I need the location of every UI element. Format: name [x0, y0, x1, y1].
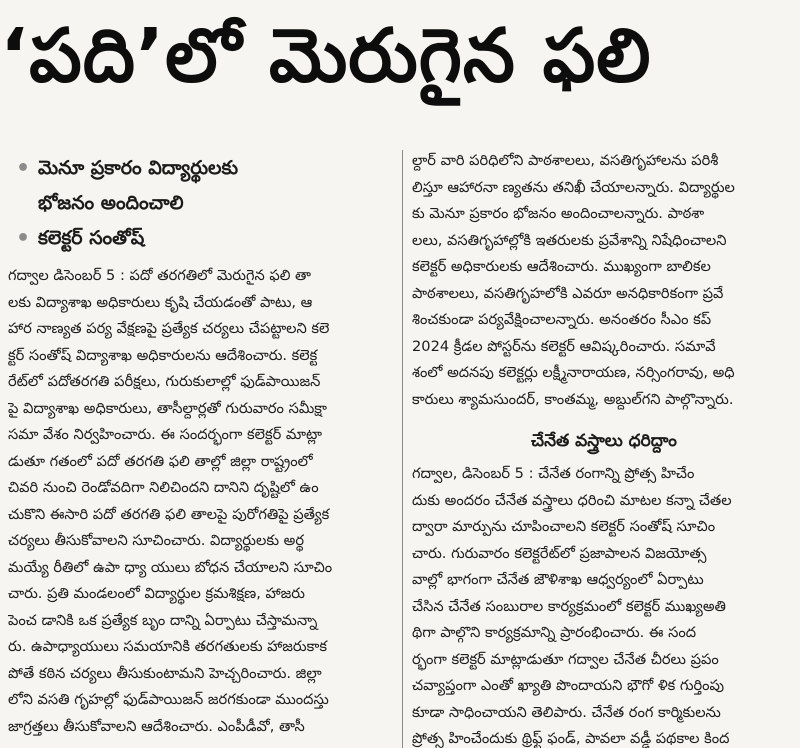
- bullet-item: [8, 222, 395, 255]
- article-body-2: గద్వాల, డిసెంబర్ 5 : చేనేత రంగాన్ని ప్రోత్స హిచేం దుకు అందరం చేనేత వస్త్రాలు ధరించి మాటల కన్నా చేతల ద్వారా మార్పును చూపించాలని కలెక్టర్ సంతోష్ సూచిం చారు. గురువారం కలెక్టరేట్‌లో ప్రజాపాలన విజయోత్స వాల్లో భాగంగా చేనేత జౌళిశాఖ ఆధ్వర్యంలో ఏర్పాటు చేసిన చేనేత సంబురాల కార్యక్రమంలో కలెక్టర్ ముఖ్యఅతి థిగా పాల్గొని కార్యక్రమాన్ని ప్రారంభించారు. ఈ సంద ర్భంగా కలెక్టర్ మాట్లాడుతూ గద్వాల చేనేత చీరలు ప్రపం చవ్యాప్తంగా ఎంతో ఖ్యాతి పొందాయని భౌగో ళిక గుర్తింపు కూడా సాధించాయని తెలిపారు. చేనేత రంగ కార్మికులను ప్రోత్స హించేందుకు థ్రిఫ్ట్ ఫండ్, పావలా వడ్డీ పథకాల కింద: [412, 465, 732, 747]
- bullet-text: కలెక్టర్ సంతోష్: [38, 227, 145, 249]
- bullet-dot-icon: •: [15, 156, 31, 181]
- bullet-dot-icon: •: [15, 226, 31, 251]
- article-body-continued: ల్దార్ వారి పరిధిలోని పాఠశాలలు, వసతిగృహాలను పరిశీ లిస్తూ ఆహారనా ణ్యతను తనిఖీ చేయాలన్నారు. విద్యార్థుల కు మెనూ ప్రకారం భోజనం అందించాలన్నారు. పాఠశా లలు, వసతిగృహాల్లోకి ఇతరులకు ప్రవేశాన్ని నిషేధించాలని కలెక్టర్ అధికారులకు ఆదేశించారు. ముఖ్యంగా బాలికల పాఠశాలలు, వసతిగృహలోకి ఎవరూ అనధికారికంగా ప్రవే శించకుండా పర్యవేక్షించాలన్నారు. అనంతరం సీఎం కప్ 2024 క్రీడల పోస్టర్‌ను కలెక్టర్ ఆవిష్కరించారు. సమావే శంలో అదనపు కలెక్టర్లు లక్ష్మీనారాయణ, నర్సింగరావు, అధి కారులు శ్యామసుందర్, కాంతమ్మ, అబ్దుల్‌గని పాల్గొన్నారు.: [412, 152, 735, 408]
- bullet-text: మెనూ ప్రకారం విద్యార్థులకు: [38, 157, 239, 179]
- right-column: [412, 148, 796, 748]
- left-column: [8, 152, 395, 748]
- bullet-text-continued: భోజనం అందించాలి: [38, 192, 184, 214]
- article-body: గద్వాల డిసెంబర్ 5 : పదో తరగతిలో మెరుగైన ఫలి తా లకు విద్యాశాఖ అధికారులు కృషి చేయడంతో పాటు, ఆ హార నాణ్యత పర్య వేక్షణపై ప్రత్యేక చర్యలు చేపట్టాలని కలె క్టర్ సంతోష్ విద్యాశాఖ అధికారులను ఆదేశించారు. కలెక్ట రేట్‌లో పదోతరగతి పరీక్షలు, గురుకులాల్లో ఫుడ్‌పాయిజన్ పై విద్యాశాఖ అధికారులు, తాసీల్దార్లతో గురువారం సమీక్షా సమా వేశం నిర్వహించారు. ఈ సందర్భంగా కలెక్టర్ మాట్లా డుతూ గతంలో పదో తరగతి ఫలి తాల్లో జిల్లా రాష్ట్రంలో చివరి నుంచి రెండోవదిగా నిలిచిందని దానిని దృష్టిలో ఉం చుకొని ఈసారి పదో తరగతి ఫలి తాలపై పురోగతిపై ప్రత్యేక చర్యలు తీసుకోవాలని సూచించారు. విద్యార్థులకు అర్థ మయ్యే రీతిలో ఉపా ధ్యా యులు బోధన చేయాలని సూచిం చారు. ప్రతి మండలంలో విద్యార్థుల క్రమశిక్షణ, హాజరు పెంచ డానికి ఒక ప్రత్యేక బృం దాన్ని ఏర్పాటు చేస్తామన్నా రు. ఉపాధ్యాయులు సమయానికి తరగతులకు హాజరుకాక పోతే కఠిన చర్యలు తీసుకుంటామని హెచ్చరించారు. జిల్లా లోని వసతి గృహల్లో ఫుడ్‌పాయిజన్ జరగకుండా ముందస్తు జాగ్రత్తలు తీసుకోవాలని ఆదేశించారు. ఎంపీడీవో, తాసీ: [8, 267, 333, 735]
- headline: ‘పది’లో మెరుగైన ఫలి: [0, 13, 652, 99]
- column-divider: [402, 150, 403, 748]
- sub-heading: చేనేత వస్త్రాలు ధరిద్దాం: [531, 431, 677, 451]
- bullet-item: [8, 152, 395, 220]
